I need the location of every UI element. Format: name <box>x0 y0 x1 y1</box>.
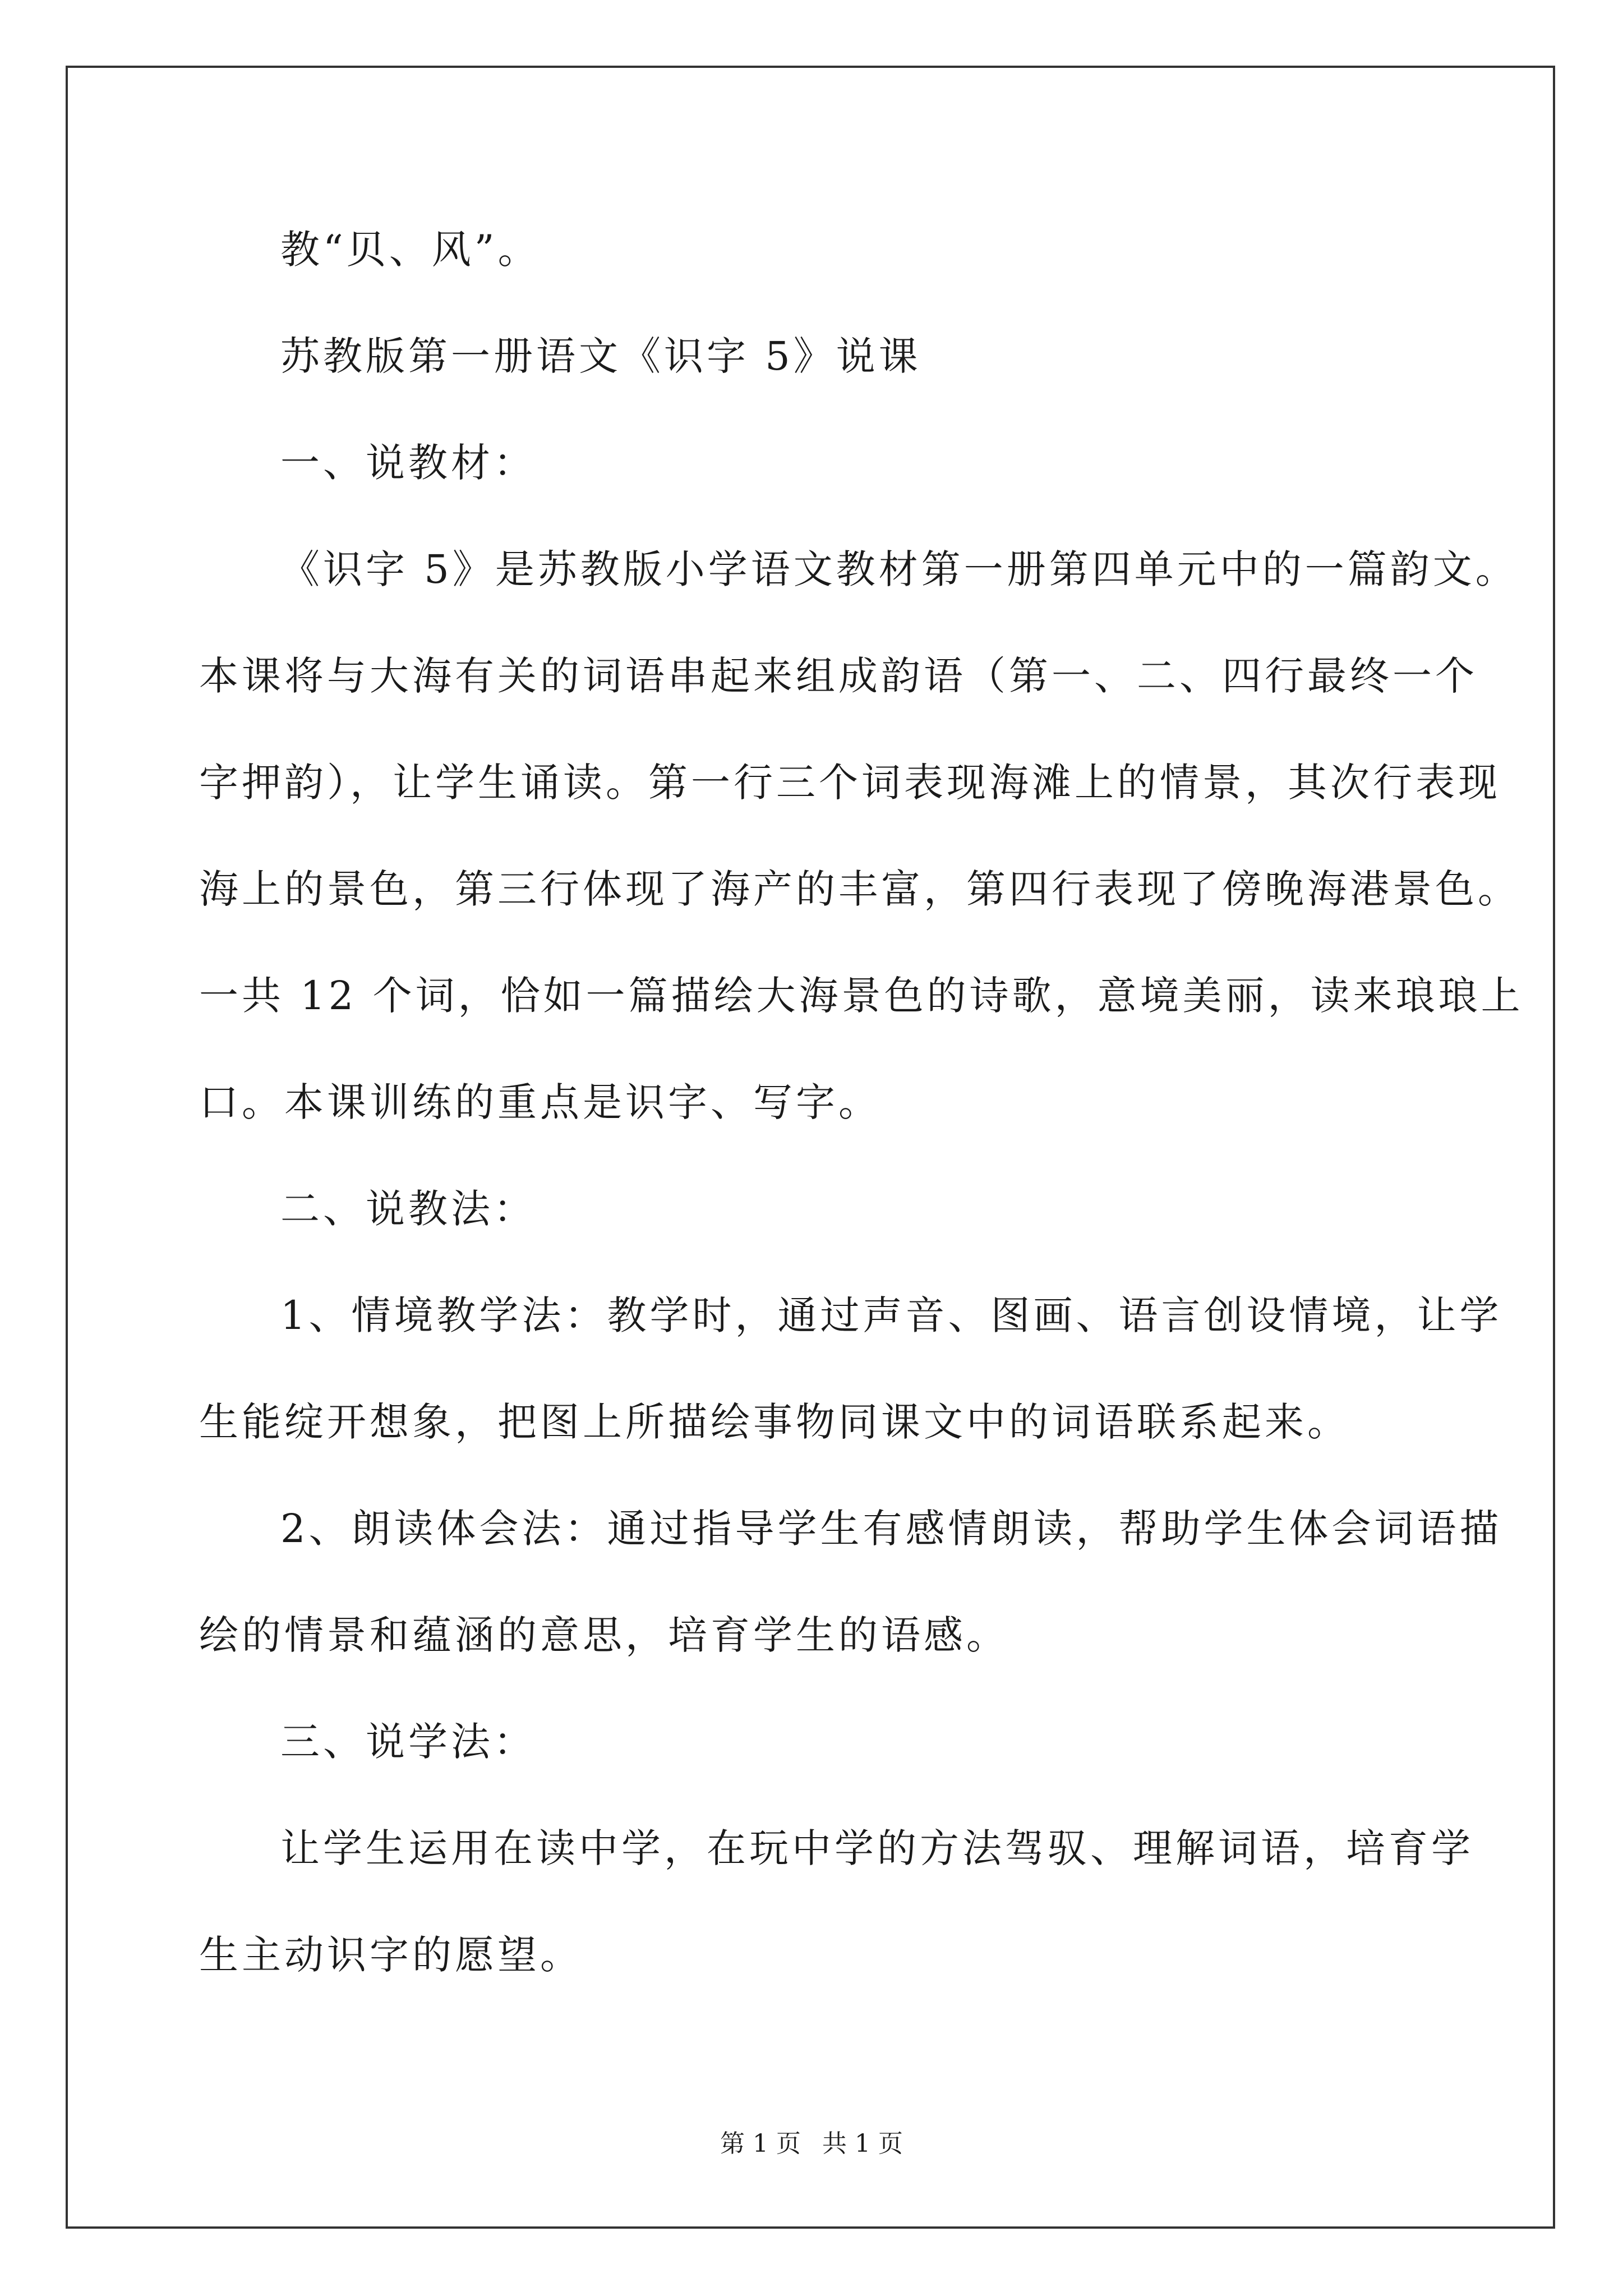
paragraph-line: 1、情境教学法：教学时，通过声音、图画、语言创设情境，让学 <box>280 1292 1502 1338</box>
paragraph-line: 一共 12 个词，恰如一篇描绘大海景色的诗歌，意境美丽，读来琅琅上 <box>199 973 1524 1019</box>
paragraph-line: 海上的景色，第三行体现了海产的丰富，第四行表现了傍晚海港景色。 <box>199 866 1520 912</box>
paragraph-line: 本课将与大海有关的词语串起来组成韵语（第一、二、四行最终一个 <box>199 653 1478 699</box>
page-footer <box>0 2127 1623 2161</box>
paragraph-line: 生主动识字的愿望。 <box>199 1932 583 1978</box>
page-border <box>66 66 1555 2229</box>
section-title: 苏教版第一册语文《识字 5》说课 <box>280 333 921 379</box>
paragraph-line: 让学生运用在读中学，在玩中学的方法驾驭、理解词语，培育学 <box>280 1825 1474 1871</box>
section-heading: 三、说学法： <box>280 1719 536 1765</box>
paragraph-line: 绘的情景和蕴涵的意思，培育学生的语感。 <box>199 1612 1009 1658</box>
section-heading: 一、说教材： <box>280 440 536 486</box>
paragraph-line: 《识字 5》是苏教版小学语文教材第一册第四单元中的一篇韵文。 <box>280 546 1518 592</box>
paragraph-line: 口。本课训练的重点是识字、写字。 <box>199 1079 881 1125</box>
page-number-total: 共 1 页 <box>822 2129 903 2158</box>
paragraph-line: 2、朗读体会法：通过指导学生有感情朗读，帮助学生体会词语描 <box>280 1506 1502 1552</box>
paragraph-line: 字押韵），让学生诵读。第一行三个词表现海滩上的情景，其次行表现 <box>199 760 1501 806</box>
paragraph-line: 教“贝、风”。 <box>280 227 541 273</box>
paragraph-line: 生能绽开想象，把图上所描绘事物同课文中的词语联系起来。 <box>199 1399 1350 1445</box>
section-heading: 二、说教法： <box>280 1186 536 1232</box>
page-number-current: 第 1 页 <box>720 2129 801 2158</box>
